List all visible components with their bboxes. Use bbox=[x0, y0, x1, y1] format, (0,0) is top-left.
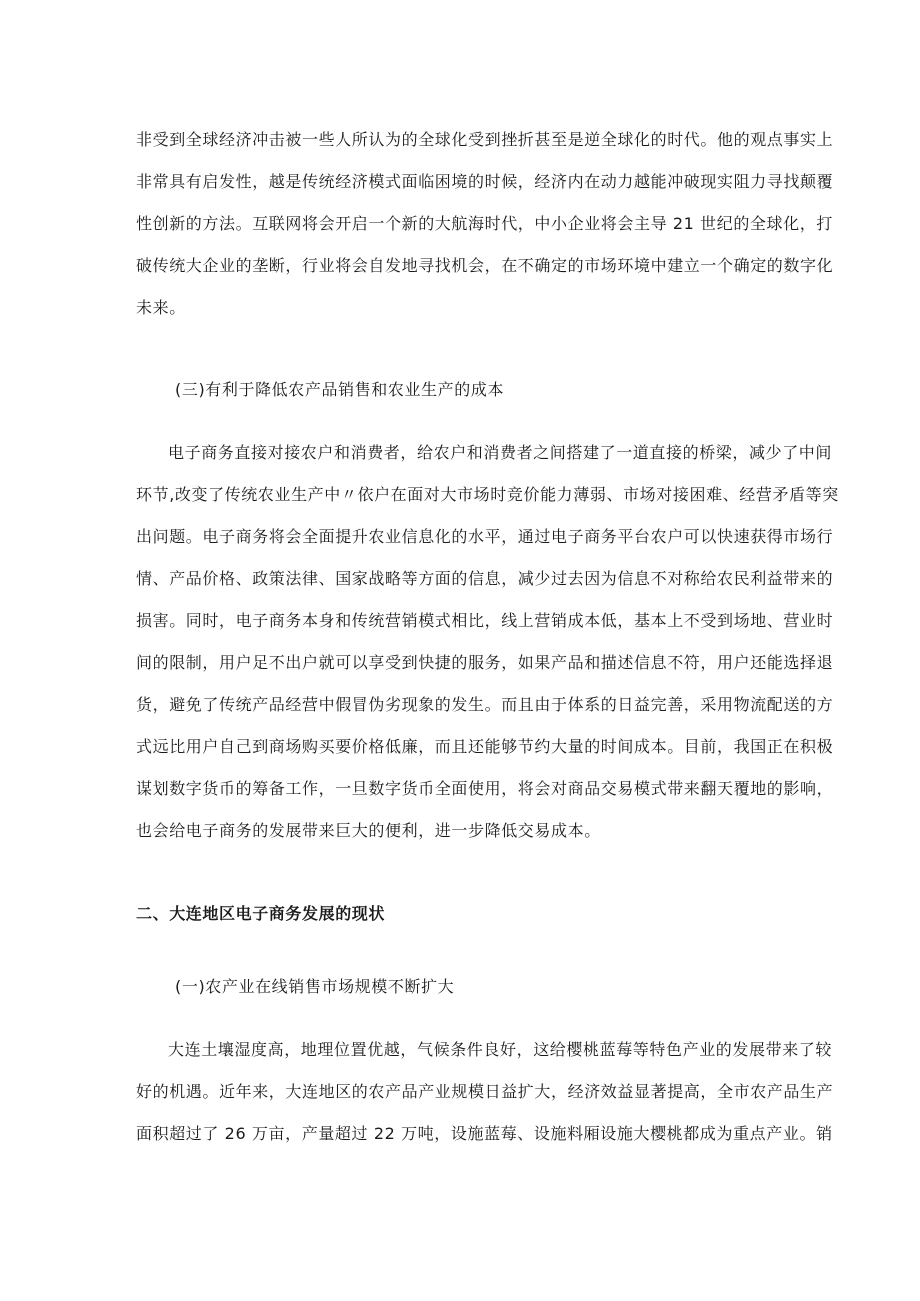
text-line: 货，避免了传统产品经营中假冒伪劣现象的发生。而且由于体系的日益完善，采用物流配送的方 bbox=[136, 695, 834, 714]
text-line: 非常具有启发性，越是传统经济模式面临困境的时候，经济内在动力越能冲破现实阻力寻找颠覆 bbox=[136, 172, 834, 191]
text-line: 间的限制，用户足不出户就可以享受到快捷的服务，如果产品和描述信息不符，用户还能选择退 bbox=[136, 653, 834, 672]
text-line: 谋划数字货币的筹备工作，一旦数字货币全面使用，将会对商品交易模式带来翻天覆地的影响， bbox=[136, 779, 834, 798]
text-line: 面积超过了 26 万亩，产量超过 22 万吨，设施蓝莓、设施料厢设施大樱桃都成为重点产业。销 bbox=[136, 1124, 833, 1143]
text-line: 出问题。电子商务将会全面提升农业信息化的水平，通过电子商务平台农户可以快速获得市场行 bbox=[136, 527, 834, 546]
section-title-1: (一)农产业在线销售市场规模不断扩大 bbox=[175, 977, 455, 996]
text-line: 也会给电子商务的发展带来巨大的便利，进一步降低交易成本。 bbox=[136, 821, 601, 840]
text-line: 环节,改变了传统农业生产中〃依户在面对大市场时竞价能力薄弱、市场对接困难、经营矛盾等突 bbox=[136, 485, 839, 504]
text-line: 性创新的方法。互联网将会开启一个新的大航海时代，中小企业将会主导 21 世纪的全球化，打 bbox=[136, 214, 833, 233]
text-line: 情、产品价格、政策法律、国家战略等方面的信息，减少过去因为信息不对称给农民利益带来的 bbox=[136, 569, 834, 588]
text-line: 电子商务直接对接农户和消费者，给农户和消费者之间搭建了一道直接的桥梁，减少了中间 bbox=[168, 443, 833, 462]
text-line: 式远比用户自己到商场购买要价格低廉，而且还能够节约大量的时间成本。目前，我国正在积极 bbox=[136, 737, 834, 756]
text-line: 破传统大企业的垄断，行业将会自发地寻找机会，在不确定的市场环境中建立一个确定的数字化 bbox=[136, 256, 834, 275]
text-line: 损害。同时，电子商务本身和传统营销模式相比，线上营销成本低，基本上不受到场地、营业时 bbox=[136, 611, 834, 630]
text-line: 未来。 bbox=[136, 298, 186, 317]
text-line: 非受到全球经济冲击被一些人所认为的全球化受到挫折甚至是逆全球化的时代。他的观点事实上 bbox=[136, 130, 834, 149]
section-title-3: (三)有利于降低农产品销售和农业生产的成本 bbox=[175, 380, 505, 399]
chapter-title-2: 二、大连地区电子商务发展的现状 bbox=[136, 904, 386, 923]
text-line: 大连土壤湿度高，地理位置优越，气候条件良好，这给樱桃蓝莓等特色产业的发展带来了较 bbox=[168, 1040, 833, 1059]
text-line: 好的机遇。近年来，大连地区的农产品产业规模日益扩大，经济效益显著提高，全市农产品生产 bbox=[136, 1082, 834, 1101]
